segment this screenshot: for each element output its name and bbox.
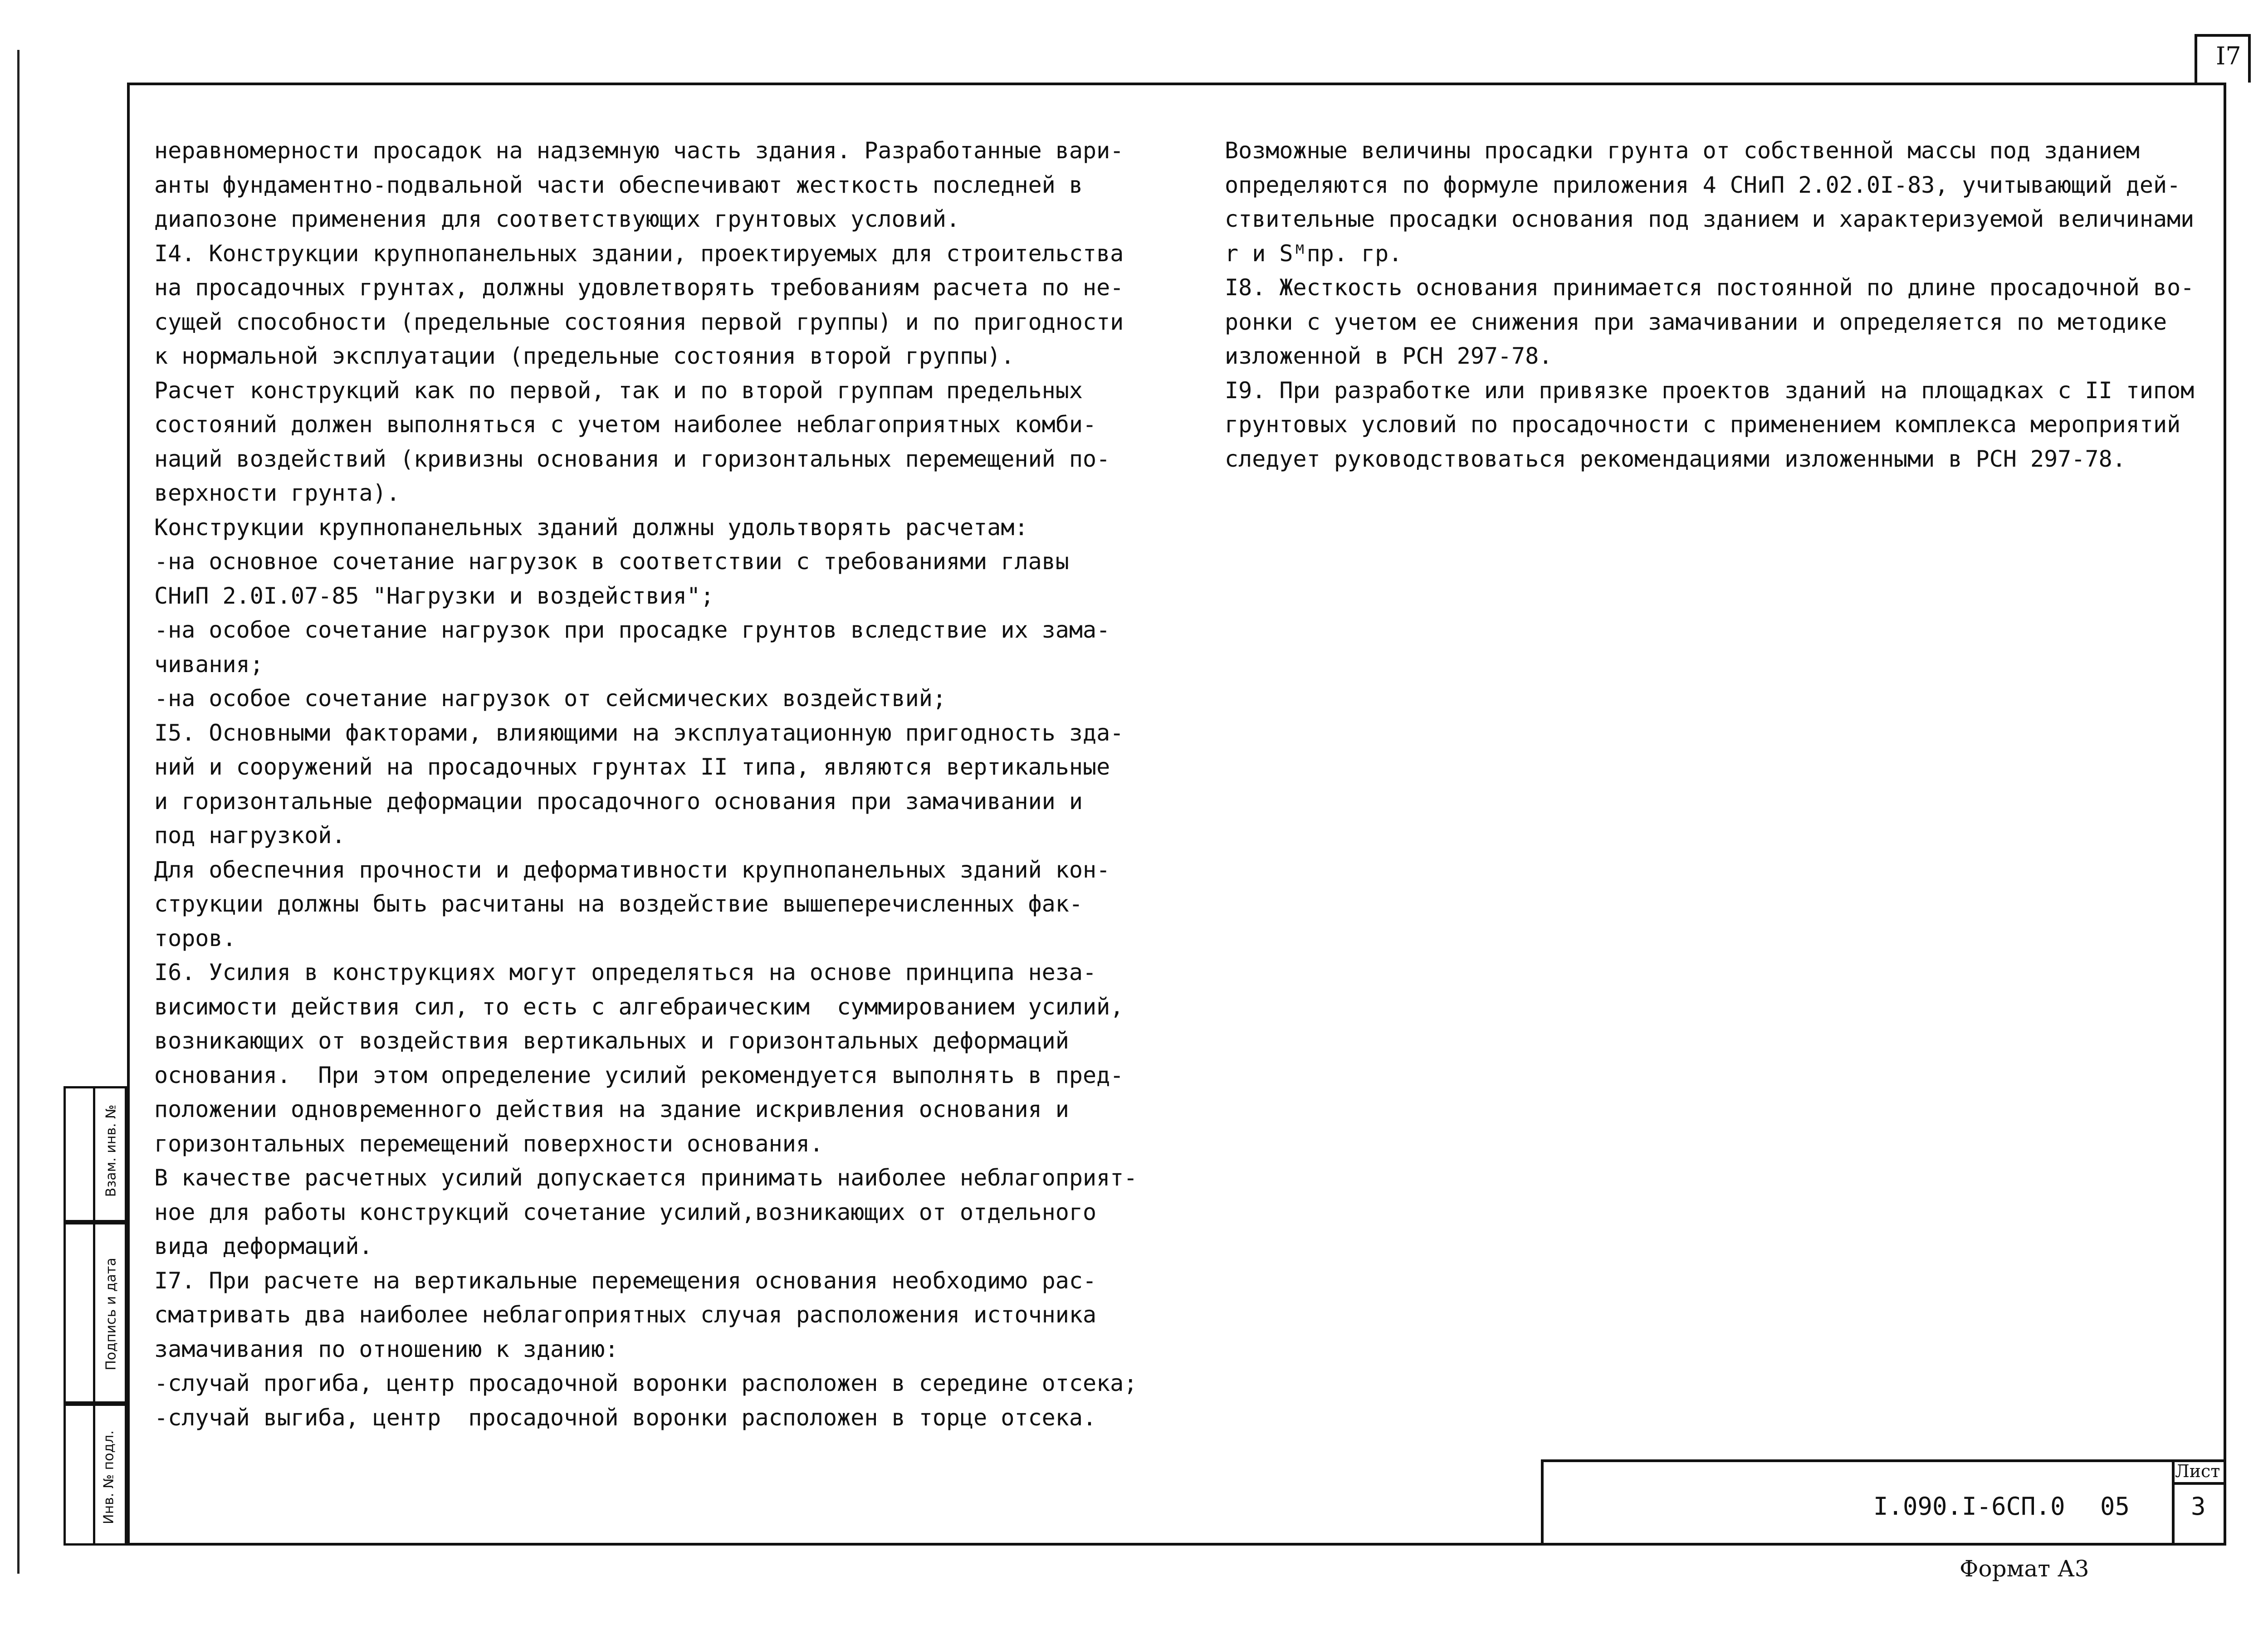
stamp-replace-inv-label: Взам. инв. № (103, 1104, 119, 1197)
text-line: Конструкции крупнопанельных зданий должны удольтворять расчетам: (154, 514, 1028, 541)
text-line: изложенной в РСН 297-78. (1225, 343, 1553, 369)
stamp-signature-date (64, 1222, 127, 1404)
text-line: горизонтальных перемещений поверхности основания. (154, 1130, 824, 1157)
text-line: ронки с учетом ее снижения при замачивании и определяется по методике (1225, 308, 2167, 335)
text-line: I5. Основными факторами, влияющими на эксплуатационную пригодность зда- (154, 719, 1124, 746)
text-line: возникающих от воздействия вертикальных и горизонтальных деформаций (154, 1028, 1069, 1054)
text-line: -на основное сочетание нагрузок в соответствии с требованиями главы (154, 548, 1069, 575)
text-line: основания. При этом определение усилий рекомендуется выполнять в пред- (154, 1062, 1124, 1088)
text-line: наций воздействий (кривизны основания и горизонтальных перемещений по- (154, 445, 1110, 472)
text-line: состояний должен выполняться с учетом наиболее неблагоприятных комби- (154, 411, 1097, 438)
text-line: I4. Конструкции крупнопанельных здании, проектируемых для строительства (154, 240, 1124, 267)
text-line: и горизонтальные деформации просадочного основания при замачивании и (154, 788, 1083, 815)
text-line: -случай прогиба, центр просадочной воронки расположен в середине отсека; (154, 1370, 1138, 1396)
text-line: Для обеспечния прочности и деформативности крупнопанельных зданий кон- (154, 856, 1110, 883)
text-line: I8. Жесткость основания принимается постоянной по длине просадочной во- (1225, 274, 2195, 301)
text-line: положении одновременного действия на здание искривления основания и (154, 1096, 1069, 1122)
stamp-inv-orig (64, 1404, 127, 1546)
text-line: I6. Усилия в конструкциях могут определяться на основе принципа неза- (154, 959, 1097, 985)
text-line: I9. При разработке или привязке проектов зданий на площадках с II типом (1225, 377, 2195, 404)
stamp-inv-orig-label: Инв. № подл. (101, 1430, 117, 1524)
text-line: следует руководствоваться рекомендациями изложенными в РСН 297-78. (1225, 445, 2126, 472)
sheet-number: 3 (2191, 1492, 2206, 1521)
text-line: -на особое сочетание нагрузок от сейсмических воздействий; (154, 685, 946, 712)
page-number: I7 (2216, 42, 2241, 70)
text-line: струкции должны быть расчитаны на воздействие вышеперечисленных фак- (154, 891, 1083, 917)
left-text-column (154, 134, 1137, 1435)
text-line: Возможные величины просадки грунта от собственной массы под зданием (1225, 137, 2140, 164)
text-line: определяются по формуле приложения 4 СНиП 2.02.0I-83, учитывающий дей- (1225, 171, 2181, 198)
text-line: СНиП 2.0I.07-85 "Нагрузки и воздействия"; (154, 582, 714, 609)
text-line: неравномерности просадок на надземную часть здания. Разработанные вари- (154, 137, 1124, 164)
document-code: I.090.I-6СП.0 (1873, 1492, 2065, 1521)
text-line: висимости действия сил, то есть с алгебраическим суммированием усилий, (154, 993, 1124, 1020)
stamp-signature-date-label: Подпись и дата (103, 1258, 119, 1371)
text-line: на просадочных грунтах, должны удовлетворять требованиям расчета по не- (154, 274, 1124, 301)
sheet-label: Лист (2175, 1461, 2220, 1481)
format-label: Формат А3 (1960, 1556, 2089, 1582)
document-revision: 05 (2100, 1492, 2130, 1521)
sheet-divider (2172, 1482, 2226, 1485)
text-line: диапозоне применения для соответствующих грунтовых условий. (154, 206, 960, 232)
text-line: замачивания по отношению к зданию: (154, 1336, 619, 1362)
text-line: торов. (154, 925, 236, 951)
text-line: чивания; (154, 651, 264, 678)
text-line: сматривать два наиболее неблагоприятных случая расположения источника (154, 1302, 1097, 1328)
text-line: ствительные просадки основания под зданием и характеризуемой величинами (1225, 206, 2195, 232)
text-line: r и Sᴹпр. гр. (1225, 240, 1403, 267)
stamp-replace-inv (64, 1086, 127, 1222)
text-line: вида деформаций. (154, 1233, 373, 1259)
text-line: -случай выгиба, центр просадочной воронки расположен в торце отсека. (154, 1404, 1097, 1431)
text-line: грунтовых условий по просадочности с применением комплекса мероприятий (1225, 411, 2181, 438)
text-line: сущей способности (предельные состояния первой группы) и по пригодности (154, 308, 1124, 335)
text-line: I7. При расчете на вертикальные перемещения основания необходимо рас- (154, 1267, 1097, 1294)
text-line: анты фундаментно-подвальной части обеспечивают жесткость последней в (154, 171, 1083, 198)
text-line: -на особое сочетание нагрузок при просадке грунтов вследствие их зама- (154, 617, 1110, 643)
text-line: В качестве расчетных усилий допускается принимать наиболее неблагоприят- (154, 1165, 1138, 1191)
text-line: Расчет конструкций как по первой, так и по второй группам предельных (154, 377, 1083, 404)
text-line: ное для работы конструкций сочетание усилий,возникающих от отдельного (154, 1199, 1097, 1225)
binding-line (17, 50, 20, 1574)
text-line: ний и сооружений на просадочных грунтах II типа, являются вертикальные (154, 754, 1110, 780)
text-line: верхности грунта). (154, 480, 400, 506)
right-text-column (1225, 134, 2194, 476)
text-line: под нагрузкой. (154, 822, 346, 849)
text-line: к нормальной эксплуатации (предельные состояния второй группы). (154, 343, 1015, 369)
